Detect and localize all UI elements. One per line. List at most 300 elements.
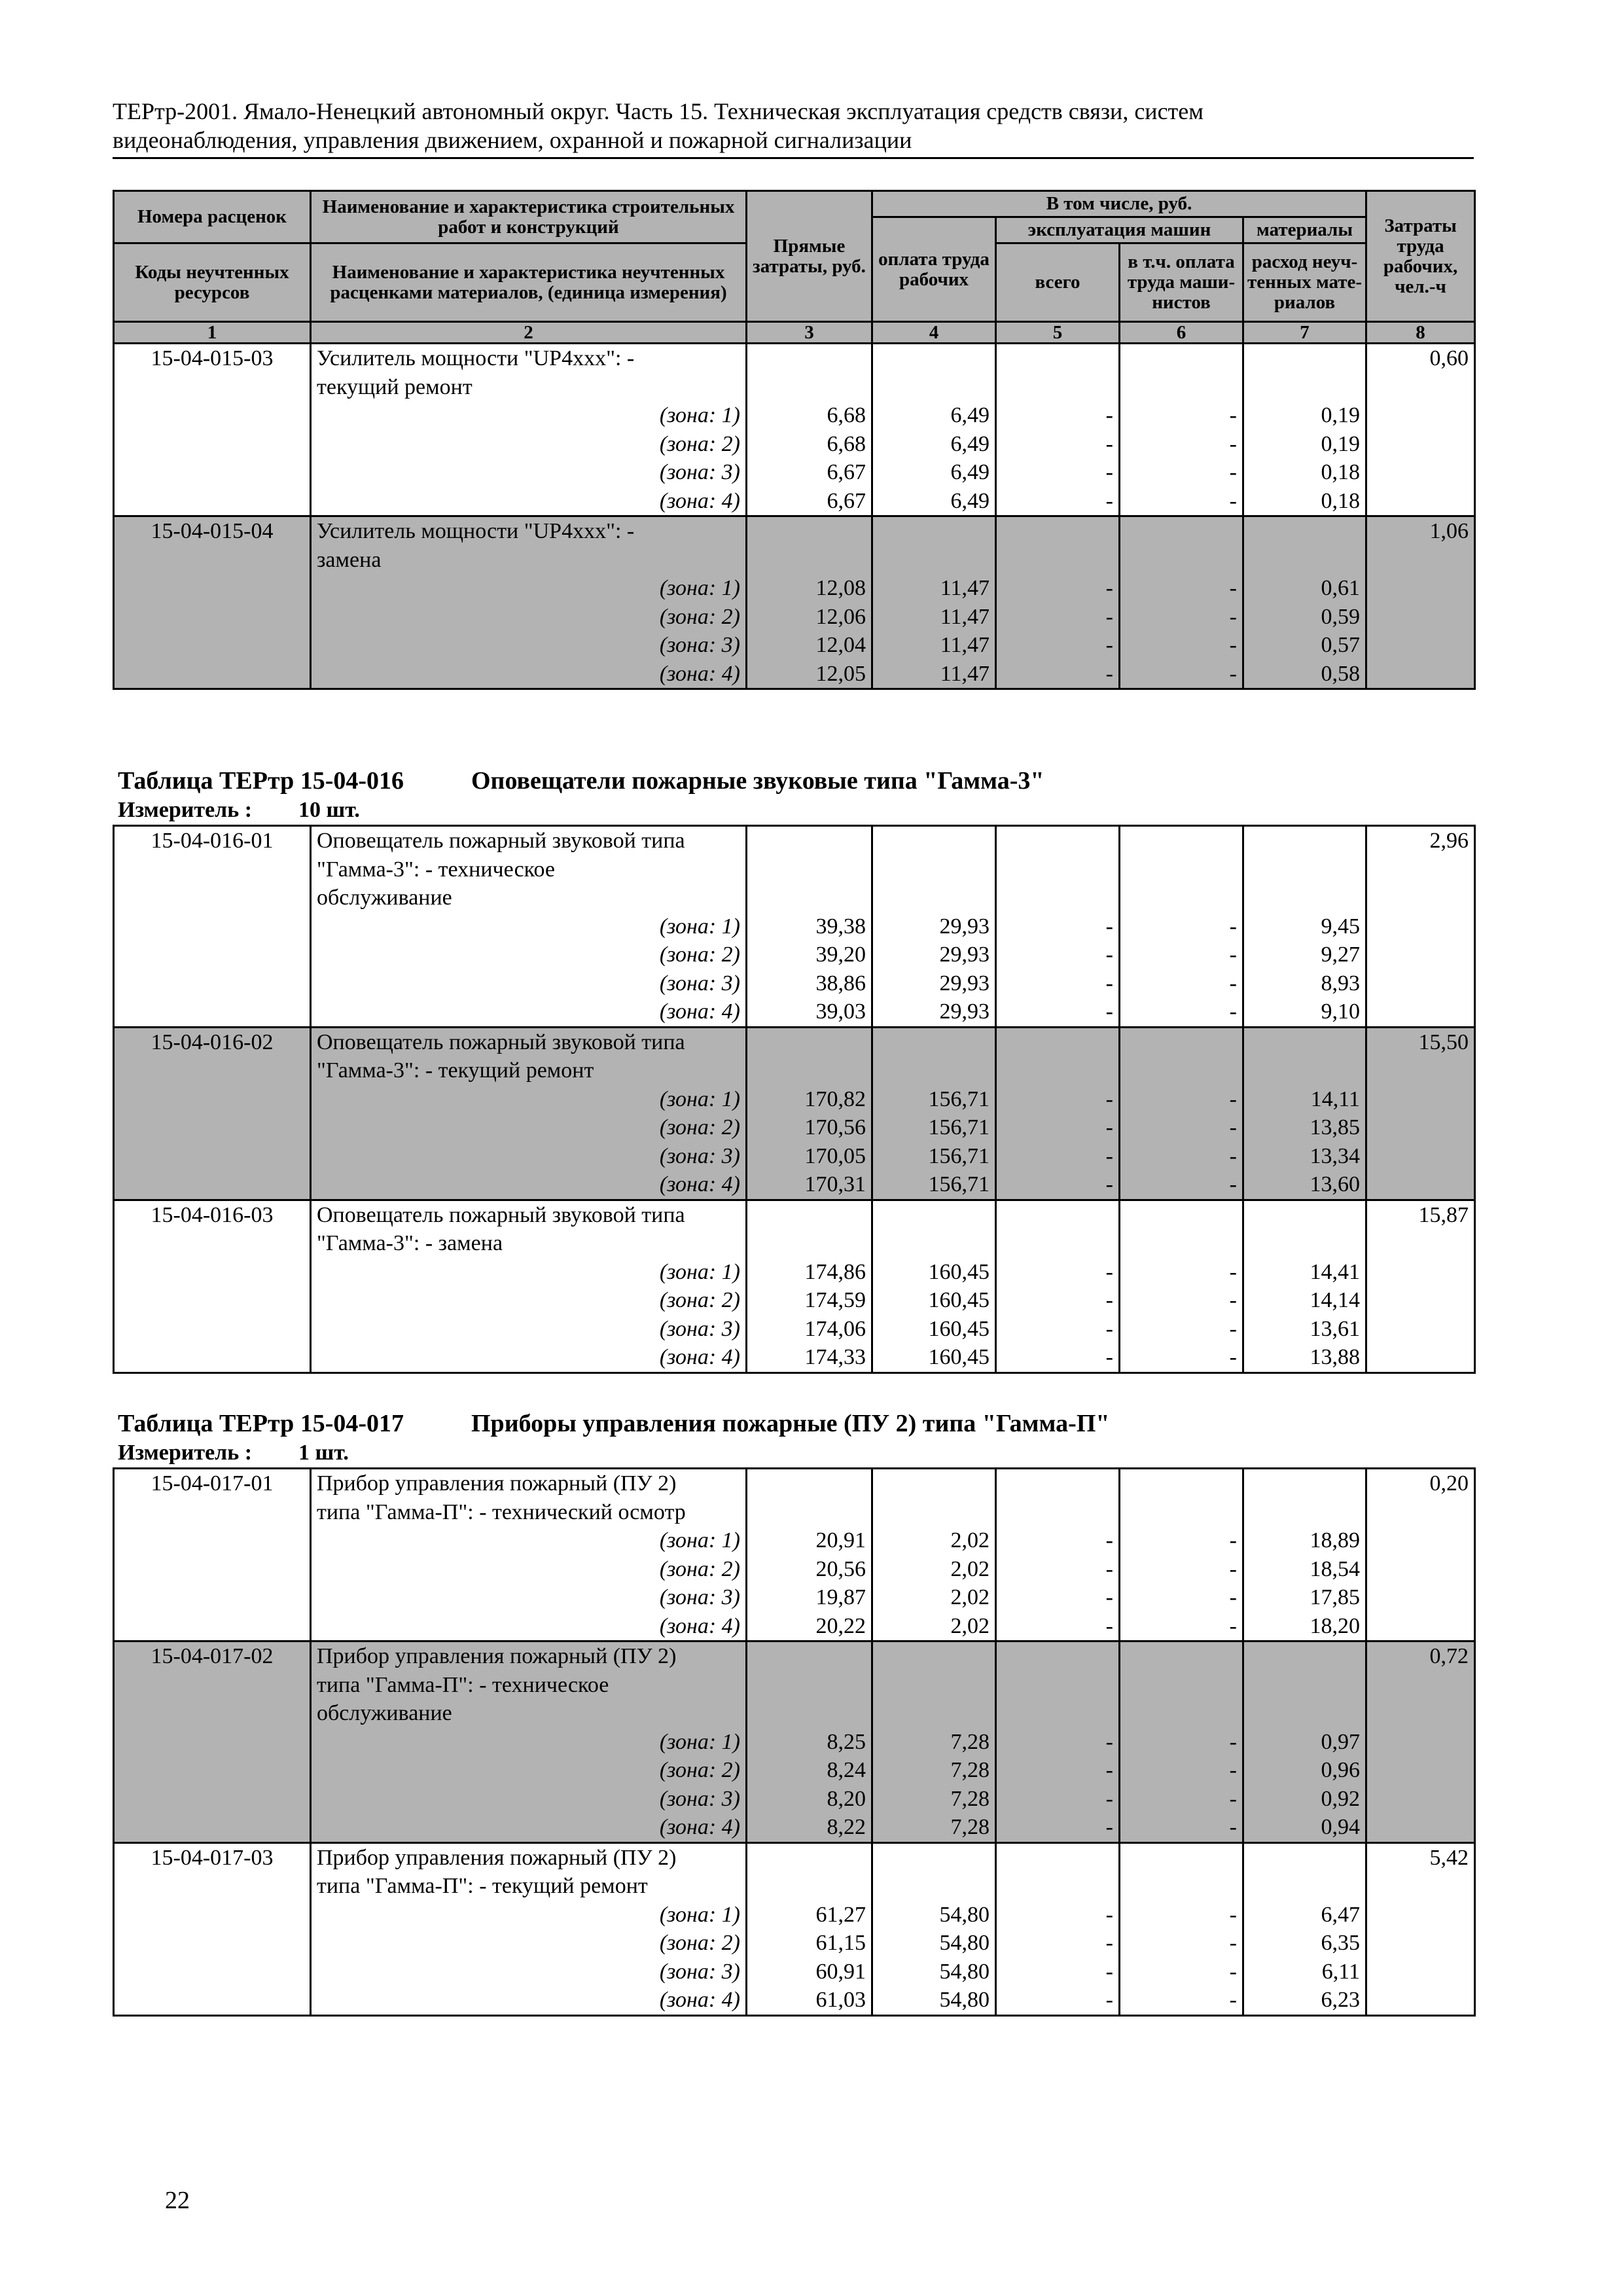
header-direct-costs: Прямые затраты, руб. [747, 191, 872, 322]
labor-cost [1366, 1056, 1475, 1085]
table-row [114, 1699, 1475, 1728]
table-row [114, 1315, 1475, 1344]
table-row [114, 1258, 1475, 1287]
zone-label: (зона: 3) [311, 458, 747, 487]
table-title [118, 766, 1474, 796]
machinists-pay: - [1120, 487, 1243, 516]
table-row [114, 660, 1475, 689]
unit-label: Измеритель : [118, 798, 253, 822]
rate-code [114, 1671, 311, 1700]
labor-cost [1366, 1958, 1475, 1986]
labor-cost [1366, 401, 1475, 430]
zone-label: (зона: 2) [311, 1929, 747, 1958]
materials-cost: 13,85 [1243, 1113, 1366, 1142]
labor-cost [1366, 430, 1475, 459]
machines-total: - [996, 603, 1120, 632]
rate-code [114, 1113, 311, 1142]
cost-cell [872, 884, 996, 912]
labor-cost [1366, 546, 1475, 575]
machines-total: - [996, 1258, 1120, 1287]
cost-cell [1120, 1027, 1243, 1056]
labor-pay: 7,28 [872, 1813, 996, 1842]
machinists-pay: - [1120, 1986, 1243, 2015]
zone-label: (зона: 3) [311, 1315, 747, 1344]
labor-cost [1366, 884, 1475, 912]
rate-code [114, 1142, 311, 1171]
materials-cost: 0,19 [1243, 430, 1366, 459]
materials-cost: 13,61 [1243, 1315, 1366, 1344]
zone-label: (зона: 4) [311, 1343, 747, 1372]
direct-cost: 12,04 [747, 631, 872, 660]
labor-cost: 5,42 [1366, 1842, 1475, 1872]
labor-cost [1366, 1728, 1475, 1757]
cost-cell [747, 546, 872, 575]
running-header-line-1: ТЕРтр-2001. Ямало-Ненецкий автономный округ. Часть 15. Техническая эксплуатация средств связи, систем [113, 98, 1204, 124]
cost-cell [1120, 1200, 1243, 1229]
work-name-line: обслуживание [311, 884, 747, 912]
cost-cell [996, 855, 1120, 884]
direct-cost: 170,56 [747, 1113, 872, 1142]
rate-code: 15-04-015-04 [114, 516, 311, 546]
direct-cost: 12,06 [747, 603, 872, 632]
labor-cost [1366, 969, 1475, 998]
cost-cell [747, 516, 872, 546]
cost-cell [872, 1498, 996, 1527]
rate-code [114, 660, 311, 689]
rate-code: 15-04-016-03 [114, 1200, 311, 1229]
machinists-pay: - [1120, 458, 1243, 487]
cost-cell [1120, 546, 1243, 575]
table-row [114, 1872, 1475, 1901]
rate-code [114, 401, 311, 430]
table-row [114, 546, 1475, 575]
direct-cost: 20,56 [747, 1555, 872, 1584]
labor-pay: 160,45 [872, 1343, 996, 1372]
rate-code [114, 1343, 311, 1372]
labor-pay: 160,45 [872, 1286, 996, 1315]
table-row [114, 1813, 1475, 1842]
labor-pay: 2,02 [872, 1555, 996, 1584]
cost-cell [872, 1027, 996, 1056]
rates-body [114, 826, 1475, 1373]
cost-cell [1120, 1056, 1243, 1085]
machines-total: - [996, 1901, 1120, 1929]
machines-total: - [996, 1958, 1120, 1986]
table-row [114, 344, 1475, 373]
header-machinists-pay: в т.ч. оплата труда маши-нистов [1120, 243, 1243, 322]
cost-cell [1120, 884, 1243, 912]
machines-total: - [996, 941, 1120, 969]
direct-cost: 20,91 [747, 1526, 872, 1555]
unit-label: Измеритель : [118, 1441, 253, 1465]
labor-pay: 160,45 [872, 1315, 996, 1344]
labor-pay: 29,93 [872, 941, 996, 969]
table-row [114, 1085, 1475, 1114]
labor-pay: 54,80 [872, 1958, 996, 1986]
labor-cost: 2,96 [1366, 826, 1475, 855]
machines-total: - [996, 1986, 1120, 2015]
zone-label: (зона: 4) [311, 1986, 747, 2015]
machines-total: - [996, 1785, 1120, 1814]
labor-cost [1366, 1785, 1475, 1814]
cost-cell [872, 1641, 996, 1671]
cost-cell [1243, 1229, 1366, 1258]
zone-label: (зона: 2) [311, 941, 747, 969]
rate-code [114, 941, 311, 969]
labor-cost [1366, 855, 1475, 884]
cost-cell [996, 884, 1120, 912]
table-row [114, 1229, 1475, 1258]
direct-cost: 39,03 [747, 997, 872, 1027]
table-row [114, 1901, 1475, 1929]
work-name-line: замена [311, 546, 747, 575]
direct-cost: 6,68 [747, 430, 872, 459]
direct-cost: 20,22 [747, 1612, 872, 1641]
machinists-pay: - [1120, 603, 1243, 632]
direct-cost: 61,03 [747, 1986, 872, 2015]
labor-cost [1366, 1699, 1475, 1728]
work-name-line: Прибор управления пожарный (ПУ 2) [311, 1469, 747, 1498]
header-labor-pay: оплата труда рабочих [872, 217, 996, 322]
cost-cell [747, 1641, 872, 1671]
machinists-pay: - [1120, 430, 1243, 459]
materials-cost: 0,18 [1243, 487, 1366, 516]
materials-cost: 0,94 [1243, 1813, 1366, 1842]
header-machines: эксплуатация машин [996, 217, 1243, 243]
cost-cell [996, 546, 1120, 575]
table-row [114, 1142, 1475, 1171]
zone-label: (зона: 3) [311, 1785, 747, 1814]
machinists-pay: - [1120, 1929, 1243, 1958]
machines-total: - [996, 430, 1120, 459]
zone-label: (зона: 1) [311, 1901, 747, 1929]
machinists-pay: - [1120, 1958, 1243, 1986]
column-number: 8 [1366, 322, 1475, 344]
machinists-pay: - [1120, 631, 1243, 660]
header-labor-costs: Затраты труда рабочих, чел.-ч [1366, 191, 1475, 322]
cost-cell [996, 1027, 1120, 1056]
cost-cell [996, 1872, 1120, 1901]
table-row [114, 1343, 1475, 1372]
zone-label: (зона: 2) [311, 1286, 747, 1315]
cost-cell [1243, 855, 1366, 884]
cost-cell [747, 1699, 872, 1728]
cost-cell [1243, 1056, 1366, 1085]
column-number: 3 [747, 322, 872, 344]
rate-code: 15-04-017-03 [114, 1842, 311, 1872]
cost-cell [872, 546, 996, 575]
rate-code [114, 1583, 311, 1612]
machines-total: - [996, 1526, 1120, 1555]
materials-cost: 17,85 [1243, 1583, 1366, 1612]
labor-pay: 29,93 [872, 912, 996, 941]
table-row [114, 516, 1475, 546]
labor-pay: 29,93 [872, 969, 996, 998]
rate-code [114, 1526, 311, 1555]
rates-body [114, 344, 1475, 689]
machinists-pay: - [1120, 1142, 1243, 1171]
rate-code: 15-04-016-02 [114, 1027, 311, 1056]
labor-cost: 1,06 [1366, 516, 1475, 546]
table-row [114, 603, 1475, 632]
materials-cost: 0,58 [1243, 660, 1366, 689]
rate-code [114, 969, 311, 998]
rate-code [114, 373, 311, 402]
labor-cost [1366, 458, 1475, 487]
machines-total: - [996, 997, 1120, 1027]
labor-pay: 156,71 [872, 1170, 996, 1200]
cost-cell [747, 826, 872, 855]
labor-pay: 29,93 [872, 997, 996, 1027]
materials-cost: 0,59 [1243, 603, 1366, 632]
labor-cost [1366, 941, 1475, 969]
materials-cost: 0,57 [1243, 631, 1366, 660]
rate-code [114, 1901, 311, 1929]
cost-cell [1243, 1469, 1366, 1498]
materials-cost: 14,41 [1243, 1258, 1366, 1287]
cost-cell [996, 1842, 1120, 1872]
cost-cell [747, 344, 872, 373]
zone-label: (зона: 3) [311, 631, 747, 660]
labor-cost [1366, 631, 1475, 660]
header-machines-total: всего [996, 243, 1120, 322]
column-number: 1 [114, 322, 311, 344]
rate-code [114, 884, 311, 912]
rate-code [114, 1498, 311, 1527]
direct-cost: 61,15 [747, 1929, 872, 1958]
zone-label: (зона: 1) [311, 401, 747, 430]
work-name-line: "Гамма-3": - замена [311, 1229, 747, 1258]
labor-cost [1366, 1612, 1475, 1641]
cost-cell [747, 1671, 872, 1700]
cost-cell [872, 1469, 996, 1498]
materials-cost: 9,45 [1243, 912, 1366, 941]
labor-cost [1366, 574, 1475, 603]
labor-pay: 6,49 [872, 430, 996, 459]
cost-cell [996, 1641, 1120, 1671]
cost-cell [1243, 884, 1366, 912]
cost-cell [747, 1229, 872, 1258]
labor-cost [1366, 1170, 1475, 1200]
materials-cost: 6,35 [1243, 1929, 1366, 1958]
cost-cell [1243, 344, 1366, 373]
cost-cell [996, 1469, 1120, 1498]
cost-cell [1120, 516, 1243, 546]
materials-cost: 0,18 [1243, 458, 1366, 487]
rate-code [114, 1929, 311, 1958]
labor-cost [1366, 1555, 1475, 1584]
materials-cost: 6,23 [1243, 1986, 1366, 2015]
table-row [114, 373, 1475, 402]
zone-label: (зона: 1) [311, 1728, 747, 1757]
table-number: Таблица ТЕРтр 15-04-017 [118, 1410, 404, 1437]
labor-pay: 156,71 [872, 1085, 996, 1114]
work-name-line: "Гамма-3": - техническое [311, 855, 747, 884]
rates-table-017 [113, 1467, 1476, 2017]
work-name-line: типа "Гамма-П": - текущий ремонт [311, 1872, 747, 1901]
rate-code [114, 1612, 311, 1641]
cost-cell [996, 1699, 1120, 1728]
work-name-line: Оповещатель пожарный звуковой типа [311, 1200, 747, 1229]
table-row [114, 884, 1475, 912]
materials-cost: 18,89 [1243, 1526, 1366, 1555]
cost-cell [1243, 1842, 1366, 1872]
labor-cost [1366, 912, 1475, 941]
cost-cell [996, 1200, 1120, 1229]
cost-cell [1243, 546, 1366, 575]
machines-total: - [996, 1813, 1120, 1842]
rate-code [114, 855, 311, 884]
work-name-line: типа "Гамма-П": - техническое [311, 1671, 747, 1700]
table-row [114, 1612, 1475, 1641]
machinists-pay: - [1120, 997, 1243, 1027]
machines-total: - [996, 1555, 1120, 1584]
table-row [114, 574, 1475, 603]
work-name-line: обслуживание [311, 1699, 747, 1728]
header-materials: материалы [1243, 217, 1366, 243]
labor-cost: 0,72 [1366, 1641, 1475, 1671]
machinists-pay: - [1120, 1286, 1243, 1315]
rate-code [114, 1085, 311, 1114]
labor-cost: 15,87 [1366, 1200, 1475, 1229]
cost-cell [1243, 1872, 1366, 1901]
cost-cell [872, 826, 996, 855]
labor-pay: 156,71 [872, 1113, 996, 1142]
machinists-pay: - [1120, 1258, 1243, 1287]
labor-cost [1366, 1142, 1475, 1171]
materials-cost: 0,96 [1243, 1756, 1366, 1785]
table-name: Оповещатели пожарные звуковые типа "Гамма-3" [471, 767, 1044, 795]
machinists-pay: - [1120, 1555, 1243, 1584]
direct-cost: 39,38 [747, 912, 872, 941]
labor-cost [1366, 1901, 1475, 1929]
direct-cost: 8,22 [747, 1813, 872, 1842]
materials-cost: 6,11 [1243, 1958, 1366, 1986]
direct-cost: 6,67 [747, 487, 872, 516]
direct-cost: 12,08 [747, 574, 872, 603]
table-row [114, 458, 1475, 487]
cost-cell [1120, 1229, 1243, 1258]
cost-cell [996, 373, 1120, 402]
materials-cost: 0,61 [1243, 574, 1366, 603]
labor-pay: 54,80 [872, 1901, 996, 1929]
direct-cost: 8,24 [747, 1756, 872, 1785]
work-name-line: "Гамма-3": - текущий ремонт [311, 1056, 747, 1085]
table-row [114, 631, 1475, 660]
machines-total: - [996, 1756, 1120, 1785]
cost-cell [1120, 1641, 1243, 1671]
table-row [114, 1170, 1475, 1200]
rate-code [114, 458, 311, 487]
zone-label: (зона: 4) [311, 1612, 747, 1641]
zone-label: (зона: 1) [311, 1085, 747, 1114]
rate-code [114, 1958, 311, 1986]
machines-total: - [996, 1085, 1120, 1114]
column-number: 2 [311, 322, 747, 344]
cost-cell [747, 1200, 872, 1229]
cost-cell [872, 516, 996, 546]
machines-total: - [996, 660, 1120, 689]
machines-total: - [996, 1170, 1120, 1200]
machines-total: - [996, 458, 1120, 487]
column-numbers-row [114, 322, 1475, 344]
machinists-pay: - [1120, 1583, 1243, 1612]
cost-cell [1243, 1498, 1366, 1527]
cost-cell [872, 1056, 996, 1085]
header-resource-name: Наименование и характеристика неучтенных расценками материалов, (единица измерения) [311, 243, 747, 322]
cost-cell [1243, 826, 1366, 855]
machinists-pay: - [1120, 1901, 1243, 1929]
machines-total: - [996, 1612, 1120, 1641]
cost-cell [872, 1229, 996, 1258]
rate-code [114, 1756, 311, 1785]
cost-cell [996, 1671, 1120, 1700]
materials-cost: 14,11 [1243, 1085, 1366, 1114]
cost-cell [996, 1056, 1120, 1085]
direct-cost: 170,31 [747, 1170, 872, 1200]
labor-cost [1366, 487, 1475, 516]
header-including: В том числе, руб. [872, 191, 1366, 217]
cost-cell [872, 1842, 996, 1872]
machines-total: - [996, 969, 1120, 998]
zone-label: (зона: 2) [311, 430, 747, 459]
materials-cost: 13,88 [1243, 1343, 1366, 1372]
cost-cell [1120, 1872, 1243, 1901]
machines-total: - [996, 1929, 1120, 1958]
zone-label: (зона: 2) [311, 1113, 747, 1142]
zone-label: (зона: 4) [311, 1813, 747, 1842]
labor-cost [1366, 1498, 1475, 1527]
machinists-pay: - [1120, 1813, 1243, 1842]
machines-total: - [996, 1583, 1120, 1612]
zone-label: (зона: 2) [311, 1756, 747, 1785]
cost-cell [872, 1671, 996, 1700]
table-row [114, 1113, 1475, 1142]
direct-cost: 19,87 [747, 1583, 872, 1612]
table-row [114, 430, 1475, 459]
labor-cost: 15,50 [1366, 1027, 1475, 1056]
direct-cost: 8,25 [747, 1728, 872, 1757]
rate-code [114, 1728, 311, 1757]
table-015-block [113, 190, 1474, 690]
work-name-line: Прибор управления пожарный (ПУ 2) [311, 1842, 747, 1872]
cost-cell [1243, 373, 1366, 402]
rate-code: 15-04-017-01 [114, 1469, 311, 1498]
materials-cost: 0,92 [1243, 1785, 1366, 1814]
table-unit [118, 1439, 1474, 1467]
cost-cell [1243, 1699, 1366, 1728]
labor-cost: 0,20 [1366, 1469, 1475, 1498]
labor-cost [1366, 1085, 1475, 1114]
header-resource-codes: Коды неучтенных ресурсов [114, 243, 311, 322]
unit-value: 1 шт. [298, 1441, 349, 1465]
cost-cell [996, 344, 1120, 373]
rate-code [114, 1555, 311, 1584]
cost-cell [872, 344, 996, 373]
table-017-block [113, 1408, 1474, 2017]
cost-cell [872, 1200, 996, 1229]
rate-code: 15-04-015-03 [114, 344, 311, 373]
zone-label: (зона: 4) [311, 1170, 747, 1200]
cost-cell [1120, 1699, 1243, 1728]
cost-cell [747, 1056, 872, 1085]
labor-pay: 160,45 [872, 1258, 996, 1287]
rate-code [114, 1056, 311, 1085]
labor-pay: 54,80 [872, 1986, 996, 2015]
machinists-pay: - [1120, 1113, 1243, 1142]
table-title [118, 1408, 1474, 1439]
cost-cell [996, 516, 1120, 546]
